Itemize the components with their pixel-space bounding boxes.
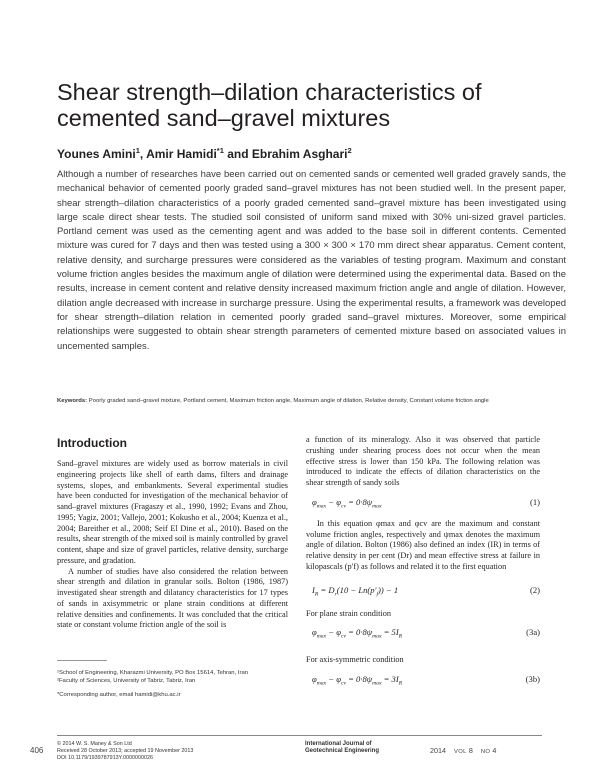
- volume-info: [430, 746, 496, 755]
- right-paragraph-2: In this equation φmax and φcv are the maximum and constant volume friction angles, respectively and ψmax denotes the maximum angle of dilation. Bolton (1986) also defined an index (IR) in terms of relative density in per cent (Dr) and mean effective stress at failure in kilopascals (p′f) as follows and related it to the first equation: [306, 518, 540, 571]
- equation-1-formula: $\varphi_{max} - \varphi_{cv} = 0\cdot 8\psi_{max}$: [312, 496, 382, 510]
- footnote-affiliation-2: ²Faculty of Sciences, University of Tabriz, Tabriz, Iran: [57, 677, 196, 684]
- author-3-affiliation: 2: [347, 146, 352, 155]
- footnote-divider: [57, 660, 107, 661]
- equation-2: [306, 585, 540, 599]
- issue-label: NO: [480, 749, 491, 755]
- intro-paragraph-2: A number of studies have also considered the relation between shear strength and dilation in granular soils. Bolton (1986, 1987) investigated shear strength and dilatancy characteristics for 17 types of sands in axisymmetric or plane strain conditions at different relative densities and confinements. It was concluded that the critical state or constant volume friction angle of the soil is: [57, 566, 288, 630]
- paper-title: [57, 79, 557, 131]
- equation-3b-formula: $\varphi_{max} - \varphi_{cv} = 0\cdot 8\psi_{max} = 3I_R$: [312, 674, 403, 687]
- year: 2014: [430, 746, 446, 755]
- received-line: Received 28 October 2013; accepted 19 November 2013: [57, 748, 194, 755]
- author-separator: and: [227, 147, 249, 161]
- volume-label: VOL: [454, 749, 467, 755]
- journal-name: [305, 741, 379, 755]
- equation-2-number: (2): [529, 584, 540, 595]
- abstract: Although a number of researches have been carried out on cemented sands or cemented well graded gravely sands, the mechanical behavior of cemented poorly graded sand–gravel mixtures has not been studied well. In the present paper, shear strength–dilation characteristics of a poorly graded cemented sand–gravel mixture has been investigated using large scale direct shear tests. The studied soil consisted of uniform sand mixed with 30% uni-sized gravel particles. Portland cement was used as the cementing agent and was added to the base soil in different contents. Cemented mixture was cured for 7 days and then was tested using a 300 × 300 × 170 mm direct shear apparatus. Cement content, relative density, and surcharge pressures were considered as the variables of testing program. Maximum and constant volume friction angles besides the maximum angle of dilation were determined using the experimental data. Based on the results, increase in cement content and relative density increased maximum friction angle and angle of dilation. However, dilation angle decreased with increase in surcharge pressure. Using the experimental results, a framework was developed for shear strength–dilation relation in cemented poorly graded sand–gravel mixtures. Moreover, some empirical relationships were suggested to obtain shear strength parameters of cemented mixture based on associated values in uncemented samples.: [57, 169, 566, 352]
- section-heading-introduction: Introduction: [57, 436, 127, 450]
- footnote-corresponding-author: *Corresponding author, email hamidi@khu.ac.ir: [57, 691, 181, 698]
- page-number: 406: [30, 746, 44, 755]
- intro-paragraph-1: Sand–gravel mixtures are widely used as borrow materials in civil engineering projects like shell of earth dams, filters and drainage systems, slopes, and embankments. Several experimental studies have been conducted for investigation of the mechanical behavior of sand–gravel mixtures (Fragaszy et al., 1990, 1992; Evans and Zhou, 1995; Yagiz, 2001; Vallejo, 2001; Kokusho et al., 2004; Kuenza et al., 2004; Bareither et al., 2008; Seif El Dine et al., 2010). Based on the results, shear strength of the mixed soil is mainly controlled by gravel content, shape and size of gravel particles, relative density, surcharge pressure, and gradation.: [57, 459, 288, 565]
- author-2: Amir Hamidi: [146, 147, 217, 161]
- right-column: [306, 435, 540, 696]
- keywords-list: Poorly graded sand–gravel mixture, Portland cement, Maximum friction angle, Maximum angle of dilation, Relative density, Constant volume friction angle: [88, 398, 489, 404]
- keywords: [57, 397, 566, 406]
- author-1: Younes Amini: [57, 147, 136, 161]
- footnotes: [57, 670, 357, 699]
- footnote-affiliation-1: ¹School of Engineering, Kharazmi University, PO Box 15614, Tehran, Iran: [57, 670, 248, 676]
- equation-1: [306, 497, 540, 511]
- equation-3a-number: (3a): [526, 627, 540, 638]
- footer-divider: [57, 735, 542, 736]
- title-line-2: cemented sand–gravel mixtures: [57, 105, 391, 131]
- title-line-1: Shear strength–dilation characteristics of: [57, 79, 482, 105]
- doi-line: DOI 10.1179/1939787913Y.0000000026: [57, 755, 154, 762]
- equation-2-formula: $I_R = D_r(10 - Ln(p'_f)) - 1$: [312, 584, 399, 598]
- keywords-label: Keywords:: [57, 398, 88, 404]
- author-3: Ebrahim Asghari: [251, 147, 348, 161]
- copyright-block: [57, 741, 193, 762]
- journal-name-line-2: Geotechnical Engineering: [305, 748, 380, 755]
- right-paragraph-1: a function of its mineralogy. Also it was observed that particle crushing under shearing process does not occur when the mean effective stress is lower than 150 kPa. The following relation was introduced to indicate the effects of dilation characteristics on the shear strength of sandy soils: [306, 435, 540, 487]
- equation-3b-number: (3b): [525, 674, 540, 684]
- equation-3a: [306, 627, 540, 641]
- copyright-line: © 2014 W. S. Maney & Son Ltd: [57, 741, 132, 747]
- author-2-affiliation: *1: [216, 146, 224, 155]
- volume-number: 8: [468, 746, 473, 755]
- journal-name-line-1: International Journal of: [305, 741, 372, 747]
- equation-1-number: (1): [529, 496, 540, 507]
- left-column: [57, 435, 288, 631]
- axisymmetric-label: For axis-symmetric condition: [306, 655, 404, 665]
- plane-strain-label: For plane strain condition: [306, 608, 392, 618]
- author-list: Younes Amini$^1$, Amir Hamidi$^{*1}$ and Ebrahim Asghari$^2$: [57, 146, 352, 161]
- issue-number: 4: [492, 746, 497, 755]
- equation-3a-formula: $\varphi_{max} - \varphi_{cv} = 0\cdot 8\psi_{max} = 5I_R$: [312, 627, 403, 640]
- author-1-affiliation: 1: [135, 146, 140, 155]
